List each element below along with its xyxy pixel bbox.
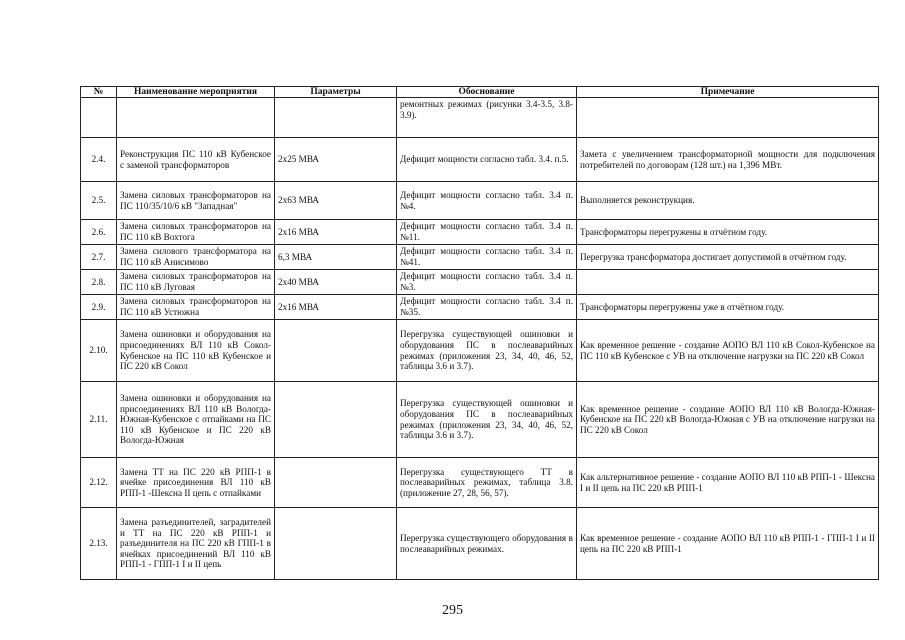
row-note: Как временное решение - создание АОПО ВЛ 110 кВ РПП-1 - ГПП-1 I и II цепь на ПС 220 кВ РПП-1: [577, 508, 879, 580]
row-note: Как альтернативное решение - создание АОПО ВЛ 110 кВ РПП-1 - Шексна I и II цепь на ПС 220 кВ РПП-1: [577, 458, 879, 508]
row-params: [275, 98, 397, 138]
row-name: Замена силового трансформатора на ПС 110 кВ Анисимово: [117, 245, 275, 270]
measures-table: [80, 86, 879, 580]
row-params: [275, 382, 397, 458]
header-params: Параметры: [275, 87, 397, 98]
row-name: Замена ошиновки и оборудования на присоединениях ВЛ 110 кВ Вологда-Южная-Кубенское с отпайками на ПС 110 кВ Кубенское и ПС 220 кВ Вологда-Южная: [117, 382, 275, 458]
row-name: Замена силовых трансформаторов на ПС 110 кВ Луговая: [117, 270, 275, 295]
row-note: Замета с увеличением трансформаторной мощности для подключения потребителей по договорам (128 шт.) на 1,396 МВт.: [577, 138, 879, 182]
row-name: Замена ТТ на ПС 220 кВ РПП-1 в ячейке присоединения ВЛ 110 кВ РПП-1 -Шексна II цепь с отпайками: [117, 458, 275, 508]
header-num: №: [81, 87, 117, 98]
table-row: [81, 508, 879, 580]
row-name: Замена ошиновки и оборудования на присоединениях ВЛ 110 кВ Сокол-Кубенское на ПС 110 кВ Кубенское и ПС 220 кВ Сокол: [117, 320, 275, 382]
row-note: [577, 98, 879, 138]
row-reason: Перегрузка существующей ошиновки и оборудования ПС в послеаварийных режимах (приложения 23, 34, 40, 46, 52, таблицы 3.6 и 3.7).: [397, 320, 577, 382]
row-note: Выполняется реконструкция.: [577, 182, 879, 220]
table-row: [81, 382, 879, 458]
row-note: Трансформаторы перегружены уже в отчётном году.: [577, 295, 879, 320]
row-reason: Дефицит мощности согласно табл. 3.4. п.5.: [397, 138, 577, 182]
row-num: 2.12.: [81, 458, 117, 508]
row-name: [117, 98, 275, 138]
header-name: Наименование мероприятия: [117, 87, 275, 98]
row-note: Трансформаторы перегружены в отчётном году.: [577, 220, 879, 245]
row-params: [275, 320, 397, 382]
table-row: [81, 458, 879, 508]
row-note: Как временное решение - создание АОПО ВЛ 110 кВ Сокол-Кубенское на ПС 110 кВ Кубенское с УВ на отключение нагрузки на ПС 220 кВ Сокол: [577, 320, 879, 382]
row-params: 2х16 МВА: [275, 295, 397, 320]
row-num: [81, 98, 117, 138]
row-name: Замена силовых трансформаторов на ПС 110 кВ Устюжна: [117, 295, 275, 320]
row-num: 2.9.: [81, 295, 117, 320]
row-reason: Дефицит мощности согласно табл. 3.4 п. №41.: [397, 245, 577, 270]
page-number: 295: [442, 603, 463, 618]
header-note: Примечание: [577, 87, 879, 98]
row-name: Замена разъединителей, заградителей и ТТ на ПС 220 кВ РПП-1 и разъединителя на ПС 220 кВ ГПП-1 в ячейках присоединений ВЛ 110 кВ РПП-1 - ГПП-1 I и II цепь: [117, 508, 275, 580]
row-num: 2.11.: [81, 382, 117, 458]
table-row: [81, 270, 879, 295]
row-reason: Перегрузка существующего ТТ в послеаварийных режимах, таблица 3.8. (приложение 27, 28, 56, 57).: [397, 458, 577, 508]
table-row: [81, 138, 879, 182]
table-row: [81, 320, 879, 382]
row-note: Перегрузка трансформатора достигает допустимой в отчётном году.: [577, 245, 879, 270]
row-reason: Дефицит мощности согласно табл. 3.4 п. №35.: [397, 295, 577, 320]
row-name: Реконструкция ПС 110 кВ Кубенское с заменой трансформаторов: [117, 138, 275, 182]
row-num: 2.10.: [81, 320, 117, 382]
row-reason: Перегрузка существующей ошиновки и оборудования ПС в послеаварийных режимах (приложения 23, 34, 40, 46, 52, таблицы 3.6 и 3.7).: [397, 382, 577, 458]
table-row: [81, 295, 879, 320]
row-note: Как временное решение - создание АОПО ВЛ 110 кВ Вологда-Южная-Кубенское на ПС 220 кВ Вологда-Южная с УВ на отключение нагрузки на ПС 220 кВ Сокол: [577, 382, 879, 458]
row-params: 2х25 МВА: [275, 138, 397, 182]
row-reason: Перегрузка существующего оборудования в послеаварийных режимах.: [397, 508, 577, 580]
table-header-row: [81, 87, 879, 98]
row-params: [275, 458, 397, 508]
row-name: Замена силовых трансформаторов на ПС 110/35/10/6 кВ "Западная": [117, 182, 275, 220]
row-reason: Дефицит мощности согласно табл. 3.4 п. №3.: [397, 270, 577, 295]
row-num: 2.5.: [81, 182, 117, 220]
header-reason: Обоснование: [397, 87, 577, 98]
document-page: [80, 86, 878, 580]
table-row: [81, 220, 879, 245]
table-row: [81, 182, 879, 220]
table-row: [81, 245, 879, 270]
row-params: [275, 508, 397, 580]
row-num: 2.7.: [81, 245, 117, 270]
table-row: [81, 98, 879, 138]
row-reason: Дефицит мощности согласно табл. 3.4 п. №4.: [397, 182, 577, 220]
row-params: 2х63 МВА: [275, 182, 397, 220]
row-reason: ремонтных режимах (рисунки 3.4-3.5, 3.8-3.9).: [397, 98, 577, 138]
row-name: Замена силовых трансформаторов на ПС 110 кВ Вохтога: [117, 220, 275, 245]
row-params: 6,3 МВА: [275, 245, 397, 270]
row-reason: Дефицит мощности согласно табл. 3.4 п. №11.: [397, 220, 577, 245]
row-params: 2х16 МВА: [275, 220, 397, 245]
row-note: [577, 270, 879, 295]
row-num: 2.13.: [81, 508, 117, 580]
row-num: 2.8.: [81, 270, 117, 295]
row-params: 2х40 МВА: [275, 270, 397, 295]
row-num: 2.6.: [81, 220, 117, 245]
row-num: 2.4.: [81, 138, 117, 182]
